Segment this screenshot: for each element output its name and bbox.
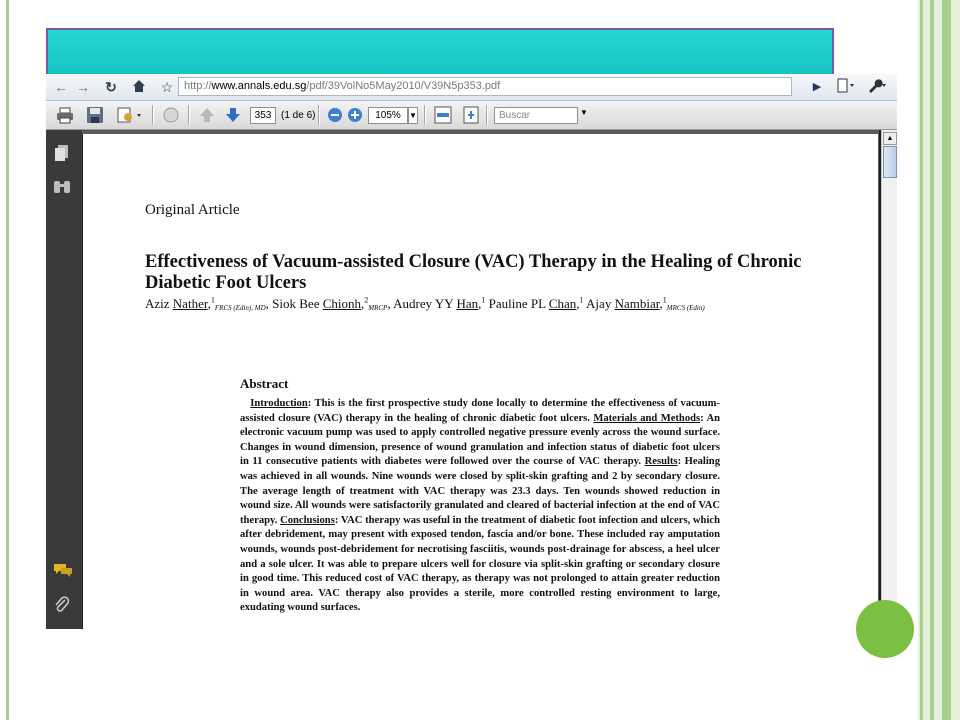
abstract-body <box>240 397 720 616</box>
back-arrow-icon[interactable]: ← <box>54 79 68 95</box>
document-viewport <box>82 130 879 629</box>
comments-icon[interactable] <box>53 562 73 578</box>
slide-left-border <box>6 0 9 720</box>
abstract-paragraph: Introduction: This is the first prospective study done locally to determine the effectiveness of vacuum-assisted closure (VAC) therapy in the healing of chronic diabetic foot ulcers. Materials and Methods: An electronic vacuum pump was used to apply controlled negative pressure evenly across the wound surface. Changes in wound dimension, presence of wound granulation and infection status of diabetic foot ulcers in 11 consecutive patients with diabetes were followed over the course of VAC therapy. Results: Healing was achieved in all wounds. Nine wounds were closed by split-skin grafting and 2 by secondary closure. The average length of treatment with VAC therapy was 23.3 days. Ten wounds showed reduction in wound size. All wounds were satisfactorily granulated and cleared of bacterial infection at the end of VAC therapy. Conclusions: VAC therapy was useful in the treatment of diabetic foot infection and ulcers, which after debridement, may present with exposed tendon, fascia and/or bone. These included ray amputation wounds, wounds post-debridement for necrotising fasciitis, wounds post-drainage for abscess, a heel ulcer and a sole ulcer. It was able to prepare ulcers well for closure via split-skin grafting or secondary closure in good time. This reduced cost of VAC therapy, as therapy was not prolonged to attain greater reduction in wound area. VAC therapy also provides a sterile, more controlled resting environment to large, exudating wound surfaces. <box>240 398 721 614</box>
abstract-section-label: Introduction <box>250 398 308 409</box>
browser-screenshot <box>46 74 897 629</box>
navigation-panel <box>46 130 82 629</box>
article-title: Effectiveness of Vacuum-assisted Closure (VAC) Therapy in the Healing of Chronic Diabetic Foot Ulcers <box>145 252 802 293</box>
abstract-section-label: Conclusions <box>280 514 335 526</box>
zoom-level-select[interactable]: 105% <box>368 107 408 124</box>
bookmark-star-icon[interactable]: ☆ <box>160 79 174 95</box>
url-path: /pdf/39VolNo5May2010/V39N5p353.pdf <box>306 80 501 92</box>
wrench-menu-icon[interactable] <box>864 78 892 96</box>
search-input[interactable]: Buscar <box>494 107 578 124</box>
toolbar-separator <box>318 105 320 125</box>
abstract-section-label: Results <box>644 456 678 468</box>
url-domain: www.annals.edu.sg <box>211 80 307 92</box>
forward-arrow-icon[interactable]: → <box>76 79 90 95</box>
previous-page-icon[interactable] <box>198 106 216 124</box>
url-scheme: http:// <box>184 80 212 92</box>
home-icon[interactable] <box>130 78 148 96</box>
scroll-thumb[interactable] <box>883 146 897 178</box>
pages-icon[interactable] <box>54 144 70 162</box>
play-icon[interactable]: ▶ <box>812 81 822 93</box>
url-field[interactable] <box>178 77 792 96</box>
author: Aziz Nather,$^1_{FRCS (Edin), MD}$, <box>145 296 269 313</box>
search-dropdown-arrow-icon[interactable]: ▼ <box>580 108 588 117</box>
zoom-dropdown-arrow-icon[interactable]: ▼ <box>408 107 418 124</box>
vertical-scrollbar[interactable] <box>881 130 897 629</box>
zoom-in-icon[interactable] <box>346 106 364 124</box>
attachment-icon[interactable] <box>54 596 70 614</box>
binoculars-icon[interactable] <box>53 178 71 194</box>
title-banner <box>46 28 834 76</box>
author-list <box>145 296 835 312</box>
slide-right-stripe <box>942 0 951 720</box>
toolbar-separator <box>188 105 190 125</box>
slide-right-decoration <box>918 0 960 720</box>
author: Pauline PL Chan,$^1$ <box>488 296 584 312</box>
slide-right-stripe <box>930 0 934 720</box>
author: Siok Bee Chionh,$^2_{MRCP}$, <box>272 296 391 313</box>
toolbar-separator <box>152 105 154 125</box>
pdf-page <box>82 134 878 629</box>
fit-page-icon[interactable] <box>462 106 480 124</box>
page-menu-icon[interactable] <box>834 78 860 96</box>
toolbar-separator <box>424 105 426 125</box>
slide-right-stripe <box>920 0 923 720</box>
fit-width-icon[interactable] <box>432 106 454 124</box>
page-count-label: (1 de 6) <box>281 110 316 121</box>
page-number-input[interactable]: 353 <box>250 107 276 124</box>
abstract-heading: Abstract <box>240 376 289 391</box>
zoom-out-icon[interactable] <box>326 106 344 124</box>
address-bar <box>46 74 897 101</box>
pdf-toolbar <box>46 101 897 130</box>
reload-icon[interactable]: ↻ <box>105 79 117 95</box>
article-type: Original Article <box>145 202 240 218</box>
author: Ajay Nambiar,$^1_{MRCS (Edin)}$ <box>586 296 705 313</box>
share-icon[interactable] <box>116 106 144 124</box>
decorative-circle <box>856 600 914 658</box>
hand-tool-icon[interactable] <box>162 106 180 124</box>
scroll-up-icon[interactable]: ▲ <box>883 132 897 145</box>
toolbar-separator <box>486 105 488 125</box>
print-icon[interactable] <box>56 106 74 124</box>
save-icon[interactable] <box>86 106 104 124</box>
next-page-icon[interactable] <box>224 106 242 124</box>
abstract-section-label: Materials and Methods <box>593 412 701 424</box>
author: Audrey YY Han,$^1$ <box>393 296 486 312</box>
